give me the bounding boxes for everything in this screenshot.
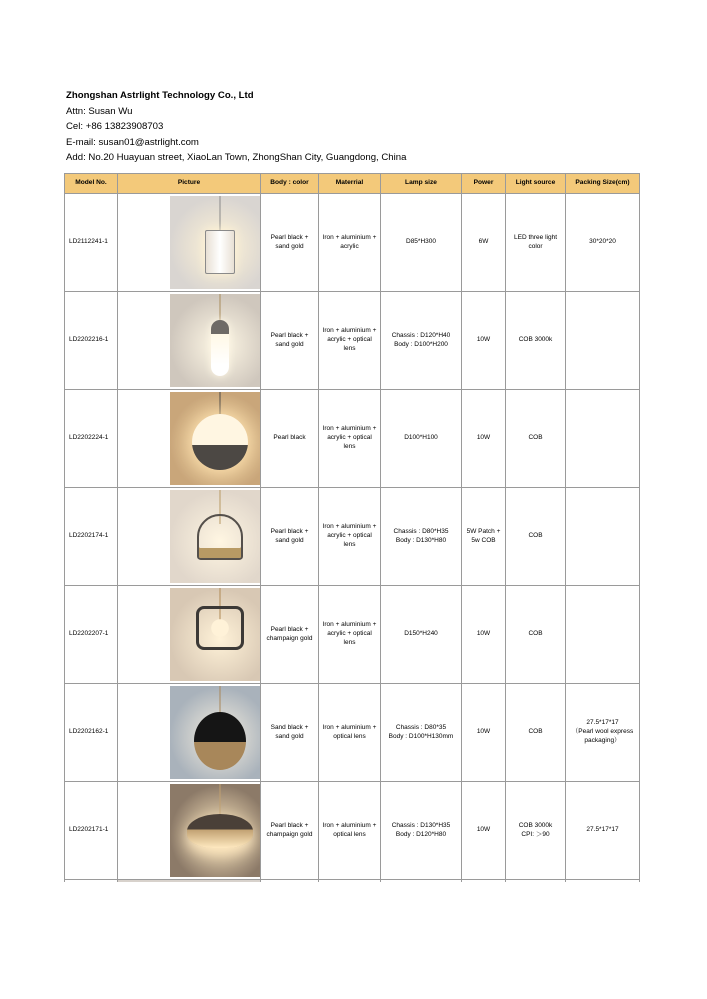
material-cell-line: Iron + aluminium + [322,723,377,731]
light-source-cell [506,292,566,390]
material-cell-line: Iron + aluminium + [322,327,377,335]
lamp-size-cell-line: Body : D100*H130mm [388,732,454,740]
model-number-cell: LD2202207-1 [65,586,118,684]
light-source-cell [506,194,566,292]
table-row [65,194,640,292]
cut-cell [566,880,640,883]
material-cell [319,292,381,390]
table-row [65,782,640,880]
material-cell-line: lens [343,638,356,646]
lamp-size-cell [381,194,462,292]
material-cell-line: Iron + aluminium + [322,821,377,829]
material-cell [319,390,381,488]
packing-size-cell [566,782,640,880]
picture-wrap [118,588,260,681]
model-number-cell: LD2202224-1 [65,390,118,488]
body-color-cell-line: champaign gold [266,830,313,838]
body-color-cell-line: sand gold [275,536,304,544]
packing-size-cell-line: 27.5*17*17 [586,826,619,834]
lamp-size-cell-line: Body : D120*H80 [395,830,447,838]
body-color-cell-line: Pearl black + [270,331,309,339]
packing-size-cell [566,390,640,488]
lamp-size-cell-line: Chassis : D80*35 [395,723,447,731]
material-cell-line: acrylic + optical [327,434,372,442]
body-color-cell-line: champaign gold [266,634,313,642]
lamp-size-cell-line: Body : D130*H80 [395,536,447,544]
globe-shade [192,414,248,470]
material-cell [319,488,381,586]
material-cell-line: optical lens [333,830,366,838]
power-cell-line: 5w COB [471,536,496,544]
header-power: Power [462,174,506,194]
picture-cell [118,194,261,292]
material-cell-line: acrylic + optical [327,532,372,540]
lamp-size-cell-line: D100*H100 [404,434,438,442]
material-cell-line: acrylic + optical [327,630,372,638]
power-cell-line: 6W [478,238,489,246]
cut-cell [506,880,566,883]
ufo-shade [187,814,253,848]
body-color-cell-line: Pearl black + [270,625,309,633]
cut-cell [118,880,261,883]
body-color-cell-line: Pearl black [273,434,306,442]
picture-cell [118,684,261,782]
model-number-cell: LD2202174-1 [65,488,118,586]
picture-wrap [118,784,260,877]
material-cell [319,586,381,684]
material-cell-line: acrylic [340,242,359,250]
material-cell-line: Iron + aluminium + [322,425,377,433]
table-row [65,586,640,684]
picture-wrap [118,294,260,387]
body-color-cell-line: Sand black + [270,723,309,731]
table-header-row [65,174,640,194]
attn-line: Attn: Susan Wu [66,105,133,117]
header-lamp-size: Lamp size [381,174,462,194]
lamp-size-cell-line: Chassis : D130*H35 [391,821,451,829]
product-photo [170,294,261,387]
picture-wrap [118,686,260,779]
lamp-size-cell-line: D85*H300 [406,238,436,246]
body-color-cell [261,390,319,488]
material-cell [319,194,381,292]
company-header [66,88,406,166]
power-cell [462,292,506,390]
lamp-size-cell-line: D150*H240 [404,630,438,638]
power-cell [462,194,506,292]
table-row [65,684,640,782]
table-row [65,390,640,488]
ring-shade [197,514,243,560]
frame-shade [196,606,244,650]
packing-size-cell [566,194,640,292]
body-color-cell-line: sand gold [275,340,304,348]
light-source-cell [506,586,566,684]
light-source-cell-line: LED three light [514,233,557,241]
body-color-cell [261,684,319,782]
header-model-no: Model No. [65,174,118,194]
product-spec-table [64,173,640,882]
lamp-size-cell [381,782,462,880]
lamp-size-cell-line: Body : D100*H200 [394,340,448,348]
packing-size-cell-line: packaging） [584,736,621,744]
material-cell-line: Iron + aluminium + [322,233,377,241]
product-photo [170,392,261,485]
material-cell [319,684,381,782]
lamp-size-cell [381,488,462,586]
model-number-cell: LD2112241-1 [65,194,118,292]
material-cell-line: acrylic + optical [327,336,372,344]
cut-cell [65,880,118,883]
power-cell [462,390,506,488]
lamp-size-cell-line: Chassis : D80*H35 [393,527,449,535]
body-color-cell-line: Pearl black + [270,233,309,241]
material-cell-line: lens [343,442,356,450]
material-cell [319,782,381,880]
picture-cell [118,782,261,880]
light-source-cell-line: COB [528,532,543,540]
model-number-cell: LD2202216-1 [65,292,118,390]
body-color-cell [261,194,319,292]
product-photo [170,686,261,779]
light-source-cell [506,488,566,586]
lamp-size-cell [381,586,462,684]
cut-cell [381,880,462,883]
light-source-cell [506,390,566,488]
picture-wrap [118,490,260,583]
light-source-cell-line: CPI: ＞90 [521,830,550,838]
picture-cell [118,488,261,586]
power-cell-line: 10W [476,826,491,834]
light-source-cell-line: COB 3000k [518,336,553,344]
tube-shade [211,320,229,376]
picture-cell [118,390,261,488]
header-material: Materrial [319,174,381,194]
body-color-cell-line: sand gold [275,732,304,740]
body-color-cell-line: Pearl black + [270,821,309,829]
cut-cell [462,880,506,883]
header-light-source: Light source [506,174,566,194]
packing-size-cell [566,292,640,390]
header-body-color: Body : color [261,174,319,194]
light-source-cell-line: COB [528,434,543,442]
packing-size-cell [566,684,640,782]
model-number-cell: LD2202162-1 [65,684,118,782]
body-color-cell-line: Pearl black + [270,527,309,535]
lamp-size-cell-line: Chassis : D120*H40 [391,331,451,339]
pendant-cord [220,784,221,818]
picture-cell [118,586,261,684]
light-source-cell-line: COB [528,630,543,638]
picture-wrap [118,196,260,289]
packing-size-cell-line: （Pearl wool express [571,728,634,736]
header-packing-size: Packing Size(cm) [566,174,640,194]
lamp-size-cell [381,684,462,782]
packing-size-cell [566,488,640,586]
company-name: Zhongshan Astrlight Technology Co., Ltd [66,90,254,101]
lamp-size-cell [381,292,462,390]
lamp-size-cell [381,390,462,488]
product-photo [170,784,261,877]
light-source-cell-line: color [528,242,543,250]
email-line: E-mail: susan01@astrlight.com [66,136,199,148]
material-cell-line: lens [343,540,356,548]
body-color-cell [261,292,319,390]
material-cell-line: optical lens [333,732,366,740]
power-cell-line: 10W [476,728,491,736]
material-cell-line: Iron + aluminium + [322,523,377,531]
material-cell-line: Iron + aluminium + [322,621,377,629]
cut-cell [261,880,319,883]
table-row-cut [65,880,640,883]
cut-cell [319,880,381,883]
power-cell-line: 10W [476,434,491,442]
power-cell [462,586,506,684]
table-row [65,292,640,390]
power-cell-line: 10W [476,336,491,344]
packing-size-cell-line: 27.5*17*17 [586,719,619,727]
table-row [65,488,640,586]
packing-size-cell [566,586,640,684]
material-cell-line: lens [343,344,356,352]
dome-shade [194,712,246,770]
product-photo [170,196,261,289]
light-source-cell-line: COB 3000k [518,821,553,829]
power-cell-line: 10W [476,630,491,638]
body-color-cell [261,782,319,880]
light-source-cell [506,782,566,880]
body-color-cell [261,488,319,586]
picture-cell [118,292,261,390]
light-source-cell [506,684,566,782]
light-source-cell-line: COB [528,728,543,736]
model-number-cell: LD2202171-1 [65,782,118,880]
crystal-shade [205,230,235,274]
body-color-cell-line: sand gold [275,242,304,250]
pendant-cord [220,196,221,230]
power-cell [462,782,506,880]
packing-size-cell-line: 30*20*20 [589,238,616,246]
picture-wrap [118,392,260,485]
header-picture: Picture [118,174,261,194]
power-cell [462,488,506,586]
power-cell [462,684,506,782]
power-cell-line: 5W Patch + [466,527,501,535]
product-photo [170,490,261,583]
address-line: Add: No.20 Huayuan street, XiaoLan Town, ZhongShan City, Guangdong, China [66,152,407,163]
product-photo [170,588,261,681]
body-color-cell [261,586,319,684]
cel-line: Cel: +86 13823908703 [66,121,164,132]
